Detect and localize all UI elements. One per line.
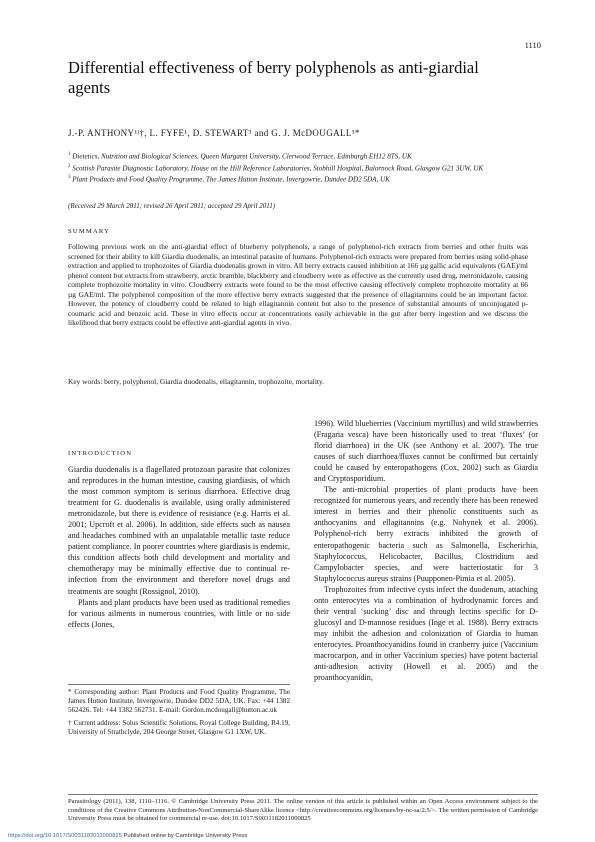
- paragraph: Plants and plant products have been used as traditional remedies for various ailments in numerous countries, with little or no side effects (Jones,: [68, 597, 290, 629]
- article-title: Differential effectiveness of berry polyphenols as anti-giardial agents: [68, 58, 479, 97]
- affiliation-3: $^3$ Plant Products and Food Quality Programme, The James Hutton Institute, Invergowrie, Dundee DD2 5DA, UK: [68, 175, 390, 184]
- affiliations: [68, 150, 538, 185]
- introduction-heading: INTRODUCTION: [68, 450, 133, 457]
- keywords: Key words: berry, polyphenol, Giardia duodenalis, ellagitannin, trophozoite, mortality.: [68, 377, 325, 386]
- summary-heading: SUMMARY: [68, 228, 111, 235]
- footnotes: [68, 688, 290, 741]
- corresponding-author-footnote: * Corresponding author: Plant Products and Food Quality Programme, The James Hutton Institute, Invergowrie, Dundee DD2 5DA, UK. Fax: +44 1382 562426. Tel: +44 1382 562731. E-mail: Gordon.mcdougall@hutton.ac.uk: [68, 688, 290, 714]
- left-column: [68, 464, 290, 630]
- published-online-note: Published online by Cambridge University Press: [121, 833, 248, 839]
- footnote-divider: [68, 684, 290, 685]
- paragraph: Giardia duodenalis is a flagellated protozoan parasite that colonizes and reproduces in the human intestine, causing giardiasis, of which the most common symptom is serious diarrhoea. Effective drug treatment for G. duodenalis is available, using orally administered metronidazole, but there is evidence of resistance (e.g. Harris et al. 2001; Upcroft et al. 2006). In addition, side effects such as nausea and headaches combined with an unpalatable metallic taste reduce patient compliance. In poorer countries where giardiasis is endemic, this condition affects both child development and mortality and chemotherapy may be minimally effective due to continual re-infection from the environment and therefore novel drugs and treatments are sought (Rossignol, 2010).: [68, 465, 290, 596]
- doi-link[interactable]: https://doi.org/10.1017/S0031182011000825: [8, 833, 122, 839]
- received-dates: (Received 29 March 2011; revised 26 April 2011; accepted 29 April 2011): [68, 202, 276, 210]
- page-number: 1110: [524, 40, 541, 50]
- citation-divider: [68, 794, 538, 795]
- doi-footer: [8, 833, 247, 839]
- summary-text: Following previous work on the anti-giardial effect of blueberry polyphenols, a range of polyphenol-rich extracts from berries and other fruits was screened for their ability to kill Giardia duodenalis, an intestinal parasite of humans. Polyphenol-rich extracts were prepared from berries using solid-phase extraction and applied to trophozoites of Giardia duodenalis grown in vitro. All berry extracts caused inhibition at 166 µg gallic acid equivalents (GAE)/ml phenol content but extracts from strawberry, arctic bramble, blackberry and cloudberry were as effective as the currently used drug, metronidazole, causing complete trophozoite mortality in vitro. Cloudberry extracts were found to be the most effective causing effectively complete trophozoite mortality at 66 µg GAE/ml. The polyphenol composition of the more effective berry extracts suggested that the presence of ellagitannins could be an important factor. However, the potency of cloudberry could be related to high ellagitannin content but also to the presence of substantial amounts of unconjugated p-coumaric acid and benzoic acid. These in vitro effects occur at concentrations easily achievable in the gut after berry ingestion and we discuss the likelihood that berry extracts could be effective anti-giardial agents in vivo.: [68, 242, 528, 328]
- right-column: [314, 418, 538, 683]
- author-list: J.-P. ANTHONY¹ʲ†, L. FYFE¹, D. STEWART³ and G. J. McDOUGALL³*: [68, 128, 360, 138]
- affiliation-2: $^2$ Scottish Parasite Diagnostic Laboratory, House on the Hill Reference Laboratories, Stobhill Hospital, Balornock Road, Glasgow G21 3UW, UK: [68, 163, 484, 173]
- affiliation-1: $^1$ Dietetics, Nutrition and Biological Sciences, Queen Margaret University, Clerwood Terrace, Edinburgh EH12 8TS, UK: [68, 152, 412, 161]
- paragraph: The anti-microbial properties of plant products have been recognized for numerous years, and recently there has been renewed interest in berries and their phenolic constituents such as anthocyanins and ellagitannins (e.g. Nohynek et al. 2006). Polyphenol-rich berry extracts inhibited the growth of enteropathogenic bacteria such as Salmonella, Escherichia, Staphylococcus, Helicobacter, Bacillus, Clostridium and Campylobacter species, and were bacteriostatic for 3 Staphylococcus aureus strains (Puupponen-Pimia et al. 2005).: [314, 485, 538, 583]
- journal-citation: Parasitology (2011), 138, 1110–1116. © Cambridge University Press 2011. The online version of this article is published within an Open Access environment subject to the conditions of the Creative Commons Attribution-NonCommercial-ShareAlike licence <http://creativecommons.org/licenses/by-nc-sa/2.5/>. The written permission of Cambridge University Press must be obtained for commercial re-use. doi:10.1017/S0031182011000825: [68, 798, 538, 823]
- paragraph: Trophozoites from infective cysts infect the duodenum, attaching onto enterocytes via a combination of hydrodynamic forces and their ventral ‘sucking’ disc and through lectins specific for D-glucosyl and D-mannose residues (Inge et al. 1988). Berry extracts may inhibit the adhesion and colonization of Giardia to human enterocytes. Proanthocyanidins found in cranberry juice (Vaccinium macrocarpon, and in other Vaccinium species) have potent bacterial anti-adhesion activity (Howell et al. 2005) and the proanthocyanidin,: [314, 584, 538, 683]
- current-address-footnote: † Current address: Solus Scientific Solutions, Royal College Building, R4.19, University of Strathclyde, 204 George Street, Glasgow G1 1XW, UK.: [68, 719, 290, 736]
- paragraph: 1996). Wild blueberries (Vaccinium myrtillus) and wild strawberries (Fragaria vesca) have been historically used to treat ‘fluxes’ (or florid diarrhoea) in the UK (see Anthony et al. 2007). The true causes of such diarrhoea/fluxes cannot be confirmed but certainly could be caused by enteropathogens (Cox, 2002) such as Giardia and Cryptosporidium.: [314, 419, 538, 484]
